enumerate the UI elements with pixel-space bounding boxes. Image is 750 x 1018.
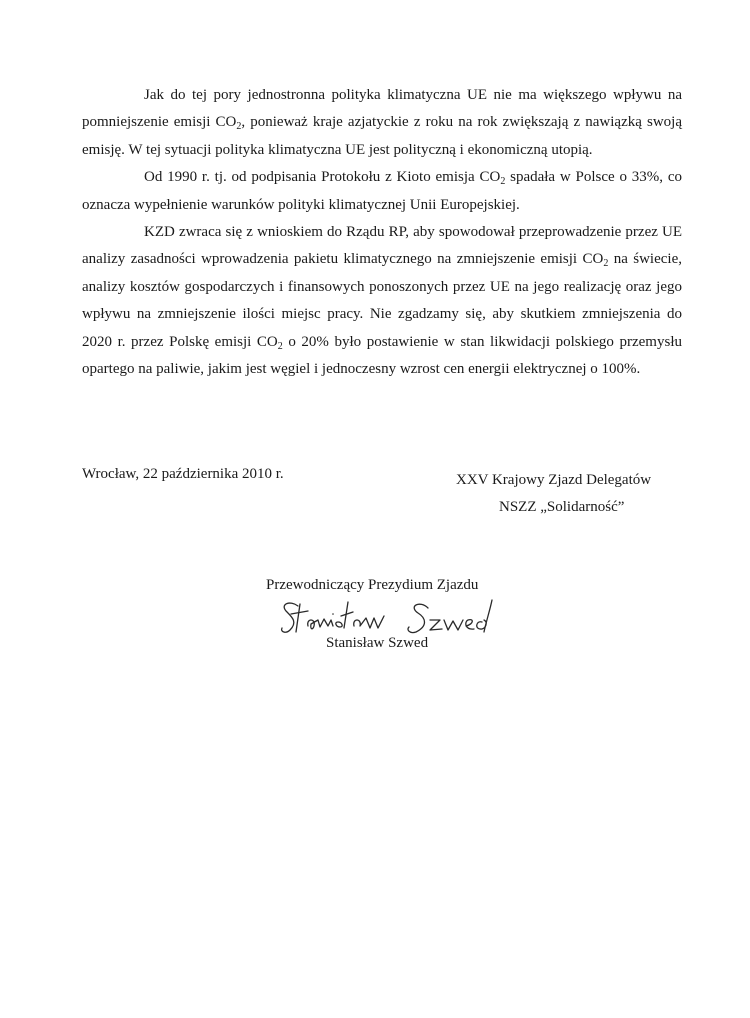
place-and-date: Wrocław, 22 października 2010 r. [82, 466, 284, 482]
paragraph-eu-climate-policy: Jak do tej pory jednostronna polityka klimatyczna UE nie ma większego wpływu na pomniejszenie emisji $CO_2$, ponieważ kraje azjatyckie z roku na rok zwiększają z nawiązką swoją emisję. W tej sytuacji polityka klimatyczna UE jest polityczną i ekonomiczną utopią. [82, 87, 683, 158]
issuing-body-line-2: NSZZ „Solidarność” [499, 499, 625, 515]
paragraph-kyoto-emission: Od 1990 r. tj. od podpisania Protokołu z Kioto emisja $CO_2$ spadała w Polsce o 33%, co oznacza wypełnienie warunków polityki klimatycznej Unii Europejskiej. [82, 169, 682, 213]
handwritten-signature [278, 596, 514, 640]
signer-name: Stanisław Szwed [326, 635, 429, 651]
paragraph-kzd-request: KZD zwraca się z wnioskiem do Rządu RP, aby spowodował przeprowadzenie przez UE analizy zasadności wprowadzenia pakietu klimatycznego na zmniejszenie emisji $CO_2$ na świecie, analizy kosztów gospodarczych i finansowych ponoszonych przez UE na jego realizację oraz jego wpływu na zmniejszenie ilości miejsc pracy. Nie zgadzamy się, aby skutkiem zmniejszenia do 2020 r. przez Polskę emisji $CO_2$ o 20% było postawienie w stan likwidacji polskiego przemysłu opartego na paliwie, jakim jest węgiel i jednoczesny wzrost cen energii elektrycznej o 100%. [82, 224, 682, 378]
signer-title: Przewodniczący Prezydium Zjazdu [266, 577, 479, 593]
document-body [82, 82, 682, 383]
issuing-body [456, 467, 651, 521]
issuing-body-line-1: XXV Krajowy Zjazd Delegatów [456, 472, 652, 488]
